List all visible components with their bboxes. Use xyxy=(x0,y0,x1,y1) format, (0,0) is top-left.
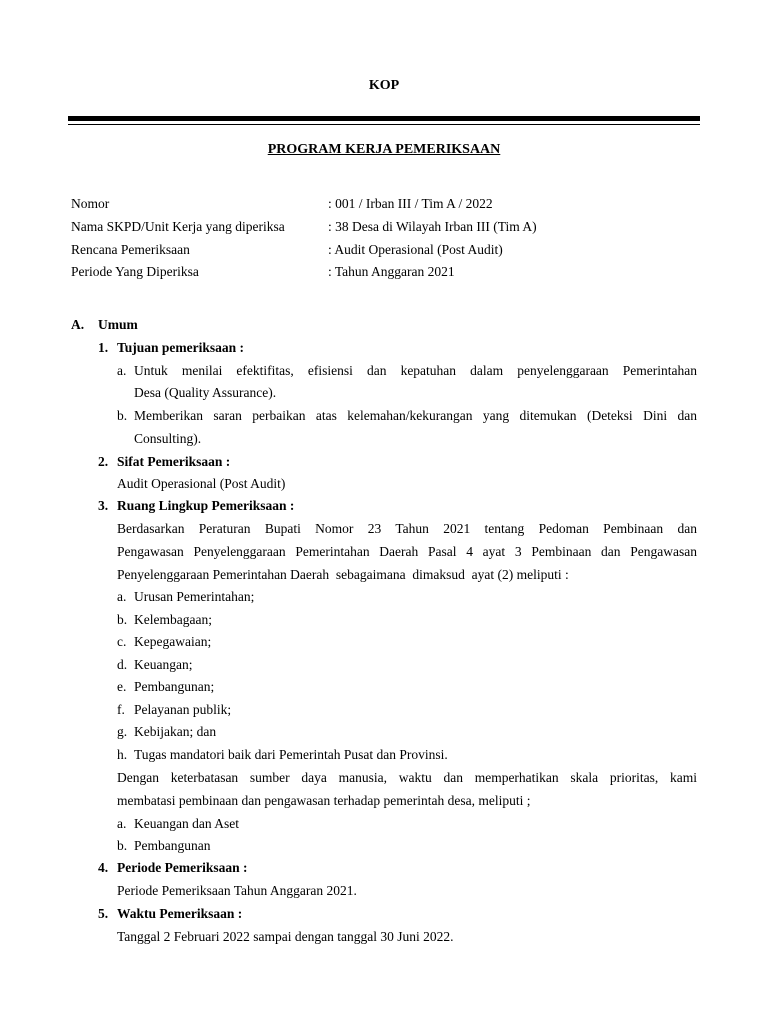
info-label-skpd: Nama SKPD/Unit Kerja yang diperiksa xyxy=(71,219,285,234)
periode-text: Periode Pemeriksaan Tahun Anggaran 2021. xyxy=(117,883,357,898)
ruang-para2-line2: membatasi pembinaan dan pengawasan terhadap pemerintah desa, meliputi ; xyxy=(117,793,531,808)
ruang-list2-a-text: Keuangan dan Aset xyxy=(134,816,239,831)
sifat-number: 2. xyxy=(98,454,109,469)
ruang-list1-d-letter: d. xyxy=(117,657,128,672)
sifat-heading: Sifat Pemeriksaan : xyxy=(117,454,231,469)
ruang-list1-h-text: Tugas mandatori baik dari Pemerintah Pusat dan Provinsi. xyxy=(134,747,448,762)
ruang-number: 3. xyxy=(98,498,109,513)
ruang-list1-e-text: Pembangunan; xyxy=(134,679,215,694)
info-value-nomor: : 001 / Irban III / Tim A / 2022 xyxy=(328,196,493,211)
tujuan-item-a-line1: Untuk menilai efektifitas, efisiensi dan kepatuhan dalam penyelenggaraan Pemerintahan xyxy=(134,363,697,378)
info-value-rencana: : Audit Operasional (Post Audit) xyxy=(328,242,503,257)
ruang-para1-line3: Penyelenggaraan Pemerintahan Daerah sebagaimana dimaksud ayat (2) meliputi : xyxy=(117,567,569,582)
info-label-rencana: Rencana Pemeriksaan xyxy=(71,242,190,257)
info-label-nomor: Nomor xyxy=(71,196,110,211)
sifat-text: Audit Operasional (Post Audit) xyxy=(117,476,286,491)
waktu-number: 5. xyxy=(98,906,109,921)
ruang-list2-b-text: Pembangunan xyxy=(134,838,211,853)
info-label-periode: Periode Yang Diperiksa xyxy=(71,264,199,279)
ruang-list1-g-letter: g. xyxy=(117,724,128,739)
tujuan-number: 1. xyxy=(98,340,109,355)
section-a-title: Umum xyxy=(98,317,138,332)
ruang-list1-g-text: Kebijakan; dan xyxy=(134,724,217,739)
waktu-heading: Waktu Pemeriksaan : xyxy=(117,906,243,921)
ruang-list1-h-letter: h. xyxy=(117,747,128,762)
ruang-para2-line1: Dengan keterbatasan sumber daya manusia, waktu dan memperhatikan skala prioritas, kami xyxy=(117,770,697,785)
ruang-list1-c-letter: c. xyxy=(117,634,127,649)
kop-heading: KOP xyxy=(368,78,400,93)
header-rule-thick xyxy=(68,116,700,121)
ruang-list1-a-text: Urusan Pemerintahan; xyxy=(134,589,255,604)
periode-heading: Periode Pemeriksaan : xyxy=(117,860,248,875)
info-value-periode: : Tahun Anggaran 2021 xyxy=(328,264,455,279)
ruang-para1-line1: Berdasarkan Peraturan Bupati Nomor 23 Tahun 2021 tentang Pedoman Pembinaan dan xyxy=(117,521,697,536)
ruang-list1-c-text: Kepegawaian; xyxy=(134,634,212,649)
ruang-list2-b-letter: b. xyxy=(117,838,128,853)
ruang-heading: Ruang Lingkup Pemeriksaan : xyxy=(117,498,295,513)
header-rule-thin xyxy=(68,124,700,125)
tujuan-item-b-line2: Consulting). xyxy=(134,431,202,446)
ruang-list1-e-letter: e. xyxy=(117,679,127,694)
tujuan-heading: Tujuan pemeriksaan : xyxy=(117,340,245,355)
tujuan-item-a-line2: Desa (Quality Assurance). xyxy=(134,385,277,400)
ruang-para1-line2: Pengawasan Penyelenggaraan Pemerintahan Daerah Pasal 4 ayat 3 Pembinaan dan Pengawasan xyxy=(117,544,697,559)
ruang-list1-b-letter: b. xyxy=(117,612,128,627)
ruang-list1-b-text: Kelembagaan; xyxy=(134,612,212,627)
section-a-letter: A. xyxy=(71,317,85,332)
tujuan-item-a-letter: a. xyxy=(117,363,127,378)
waktu-text: Tanggal 2 Februari 2022 sampai dengan tanggal 30 Juni 2022. xyxy=(117,929,454,944)
tujuan-item-b-line1: Memberikan saran perbaikan atas kelemahan/kekurangan yang ditemukan (Deteksi Dini dan xyxy=(134,408,697,423)
tujuan-item-b-letter: b. xyxy=(117,408,128,423)
ruang-list1-a-letter: a. xyxy=(117,589,127,604)
info-value-skpd: : 38 Desa di Wilayah Irban III (Tim A) xyxy=(328,219,537,234)
ruang-list1-f-letter: f. xyxy=(117,702,125,717)
ruang-list2-a-letter: a. xyxy=(117,816,127,831)
document-title: PROGRAM KERJA PEMERIKSAAN xyxy=(267,142,501,157)
periode-number: 4. xyxy=(98,860,109,875)
ruang-list1-f-text: Pelayanan publik; xyxy=(134,702,232,717)
ruang-list1-d-text: Keuangan; xyxy=(134,657,193,672)
